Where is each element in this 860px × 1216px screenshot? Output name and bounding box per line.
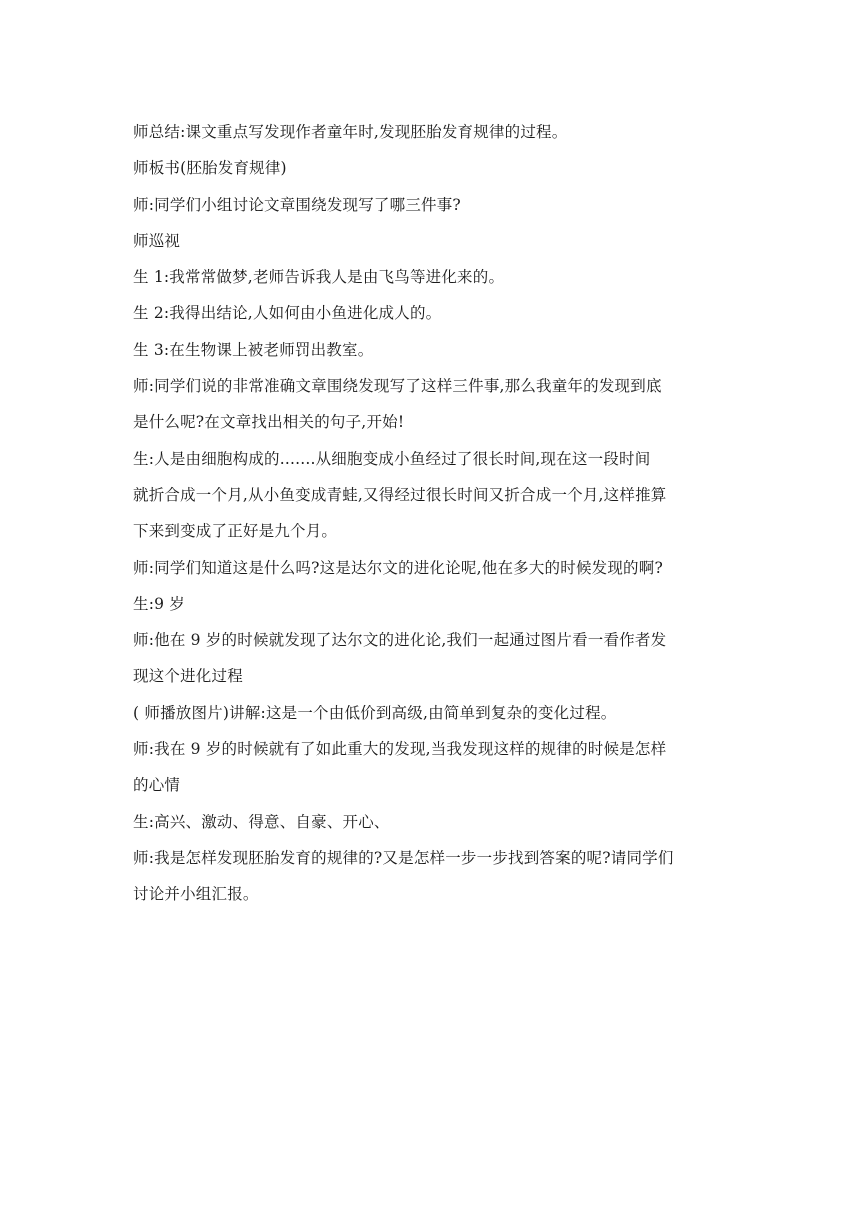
paragraph-line: 师:我在 9 岁的时候就有了如此重大的发现,当我发现这样的规律的时候是怎样 [133,740,667,759]
paragraph-line: 生 1:我常常做梦,老师告诉我人是由飞鸟等进化来的。 [133,268,505,287]
paragraph-line: 生 2:我得出结论,人如何由小鱼进化成人的。 [133,304,442,323]
paragraph-line: 师:同学们说的非常准确文章围绕发现写了这样三件事,那么我童年的发现到底 [133,377,662,396]
paragraph-line: 生:人是由细胞构成的.......从细胞变成小鱼经过了很长时间,现在这一段时间 [133,449,651,468]
paragraph-line: 师:同学们知道这是什么吗?这是达尔文的进化论呢,他在多大的时候发现的啊? [133,558,663,577]
paragraph-line: ( 师播放图片)讲解:这是一个由低价到高级,由简单到复杂的变化过程。 [133,703,617,722]
paragraph-line: 下来到变成了正好是九个月。 [133,522,338,541]
paragraph-line: 的心情 [133,776,181,795]
paragraph-line: 现这个进化过程 [133,667,243,686]
paragraph-line: 师巡视 [133,231,181,250]
paragraph-line: 师:同学们小组讨论文章围绕发现写了哪三件事? [133,195,461,214]
paragraph-line: 是什么呢?在文章找出相关的句子,开始! [133,413,405,432]
paragraph-line: 讨论并小组汇报。 [133,885,259,904]
paragraph-line: 师总结:课文重点写发现作者童年时,发现胚胎发育规律的过程。 [133,123,568,141]
paragraph-line: 就折合成一个月,从小鱼变成青蛙,又得经过很长时间又折合成一个月,这样推算 [133,485,667,504]
paragraph-line: 师板书(胚胎发育规律) [133,159,287,178]
paragraph-line: 生:高兴、激动、得意、自豪、开心、 [133,812,390,831]
paragraph-line: 生 3:在生物课上被老师罚出教室。 [133,340,374,359]
paragraph-line: 师:我是怎样发现胚胎发育的规律的?又是怎样一步一步找到答案的呢?请同学们 [133,848,674,867]
paragraph-line: 师:他在 9 岁的时候就发现了达尔文的进化论,我们一起通过图片看一看作者发 [133,631,667,650]
paragraph-line: 生:9 岁 [133,594,186,613]
document-body [133,114,733,913]
